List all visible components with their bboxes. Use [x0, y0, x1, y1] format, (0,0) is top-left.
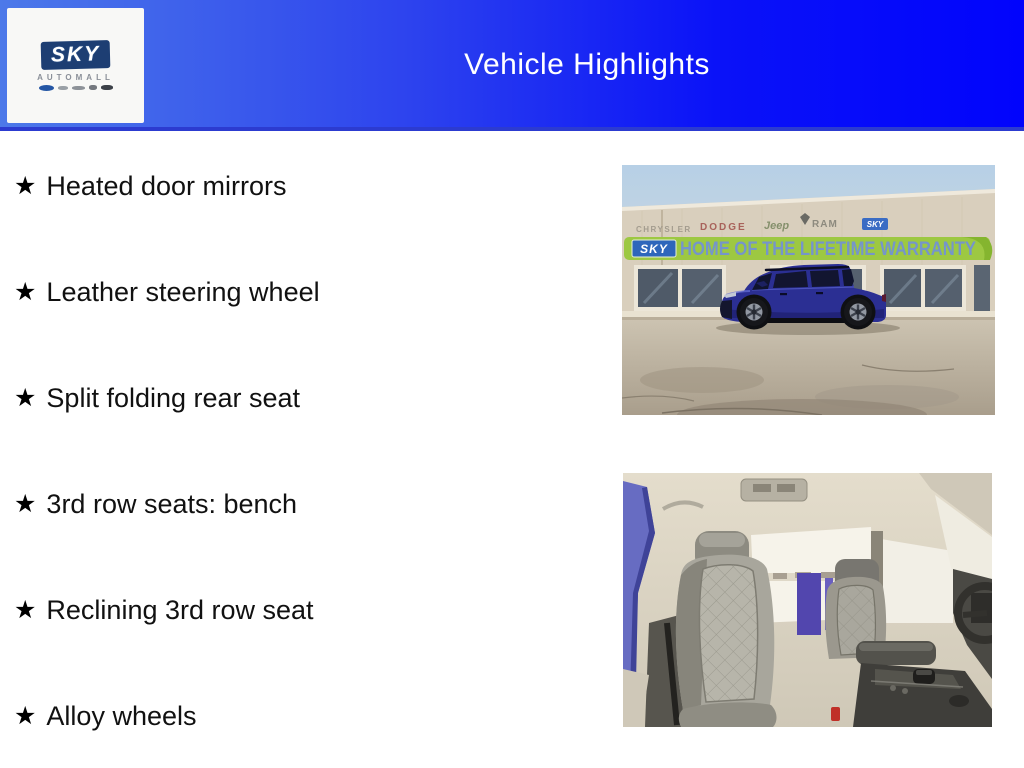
feature-item — [14, 557, 614, 663]
feature-item — [14, 451, 614, 557]
feature-text: 3rd row seats: bench — [46, 488, 298, 519]
feature-text: Leather steering wheel — [46, 276, 320, 307]
dealer-logo — [7, 8, 144, 123]
page-title: Vehicle Highlights — [464, 48, 710, 81]
dodge-logo-icon — [101, 85, 113, 90]
warranty-banner — [624, 237, 992, 260]
sign-chrysler: CHRYSLER — [636, 225, 692, 234]
banner-text: HOME OF THE LIFETIME WARRANTY — [680, 239, 977, 260]
overhead-console — [741, 479, 807, 501]
seatbelt-buckle — [831, 707, 840, 721]
header-bar — [0, 0, 1024, 131]
star-bullet-icon: ★ — [14, 383, 37, 412]
star-bullet-icon: ★ — [14, 489, 37, 518]
feature-item — [14, 239, 614, 345]
ram-logo-icon — [72, 86, 85, 90]
sky-logo-badge — [41, 40, 111, 70]
open-door-blue-pillar — [797, 573, 821, 635]
oem-logos-row — [39, 85, 113, 91]
banner-sky-logo: SKY — [640, 242, 668, 256]
star-bullet-icon: ★ — [14, 595, 37, 624]
star-bullet-icon: ★ — [14, 277, 37, 306]
automall-label: AUTOMALL — [37, 72, 114, 82]
feature-list — [0, 133, 614, 768]
interior-photo-art — [623, 473, 992, 727]
star-bullet-icon: ★ — [14, 701, 37, 730]
feature-text: Alloy wheels — [46, 700, 197, 731]
ford-logo-icon — [39, 85, 54, 91]
front-wheel — [737, 295, 772, 330]
feature-text: Reclining 3rd row seat — [46, 594, 314, 625]
sign-ram: RAM — [812, 219, 838, 230]
feature-text: Heated door mirrors — [46, 170, 287, 201]
sign-jeep: Jeep — [764, 220, 790, 232]
sky-logo-text: SKY — [50, 41, 101, 67]
feature-item — [14, 345, 614, 451]
sign-sky: SKY — [866, 220, 884, 229]
chevrolet-logo-icon — [58, 86, 68, 90]
exterior-photo — [622, 165, 995, 415]
jeep-logo-icon — [89, 85, 97, 90]
rear-wheel — [841, 295, 876, 330]
star-bullet-icon: ★ — [14, 171, 37, 200]
feature-text: Split folding rear seat — [46, 382, 301, 413]
interior-photo — [623, 473, 992, 727]
feature-item — [14, 663, 614, 768]
taillight — [882, 294, 886, 302]
sign-dodge: DODGE — [700, 222, 747, 233]
feature-item — [14, 133, 614, 239]
exterior-photo-art — [622, 165, 995, 415]
